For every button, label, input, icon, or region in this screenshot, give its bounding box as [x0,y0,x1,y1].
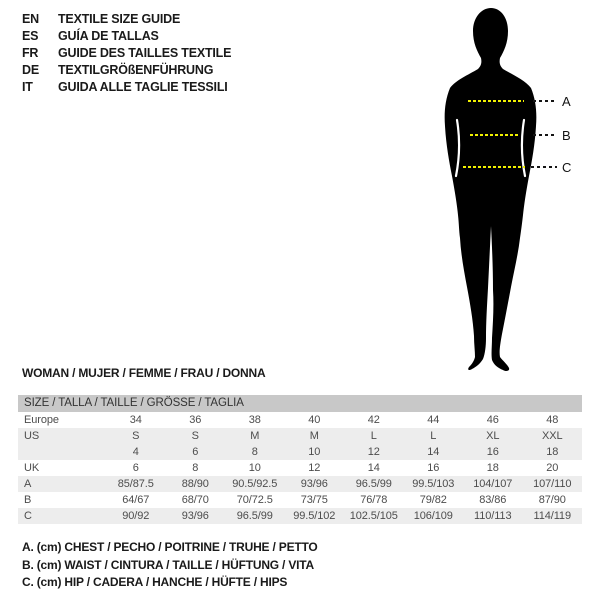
table-cell: 14 [367,462,380,474]
table-cell: 8 [251,446,258,458]
language-title: GUIDE DES TAILLES TEXTILE [58,46,232,60]
measurement-legend [22,539,318,592]
language-title: GUIDA ALLE TAGLIE TESSILI [58,80,228,94]
hip-leader-line [531,166,557,168]
table-row [18,508,582,524]
table-cell: 96.5/99 [355,478,392,490]
table-cell: 12 [308,462,321,474]
size-table-header: SIZE / TALLA / TAILLE / GRÖSSE / TAGLIA [18,395,582,412]
waist-measure-line [470,134,520,136]
table-cell: 104/107 [473,478,513,490]
size-table-body [18,412,582,524]
chest-measure-line [468,100,524,102]
table-cell: 85/87.5 [117,478,154,490]
table-cell: 20 [546,462,559,474]
row-label: A [24,478,32,490]
table-row [18,460,582,476]
table-row [18,428,582,444]
table-cell: 114/119 [533,510,571,522]
legend-line: C. (cm) HIP / CADERA / HANCHE / HÜFTE / HIPS [22,575,288,589]
language-title: TEXTILE SIZE GUIDE [58,12,181,26]
language-title: TEXTILGRÖßENFÜHRUNG [58,63,214,77]
row-label: US [24,430,40,442]
table-cell: S [132,430,140,442]
marker-label-waist: B [562,128,571,143]
language-title-list [22,11,231,96]
table-cell: 88/90 [181,478,209,490]
row-label: Europe [24,414,59,426]
table-cell: 38 [248,414,261,426]
table-cell: 99.5/102 [293,510,336,522]
waist-leader-line [533,134,557,136]
table-cell: 107/110 [533,478,572,490]
table-cell: 90.5/92.5 [232,478,278,490]
table-cell: 12 [367,446,380,458]
table-cell: 73/75 [300,494,328,506]
legend-line: B. (cm) WAIST / CINTURA / TAILLE / HÜFTUNG / VITA [22,557,314,572]
table-cell: M [250,430,260,442]
marker-label-hip: C [562,160,572,175]
language-row [22,28,231,45]
table-cell: 79/82 [419,494,447,506]
legend-line: A. (cm) CHEST / PECHO / POITRINE / TRUHE / PETTO [22,540,318,554]
table-cell: 93/96 [300,478,328,490]
table-cell: 14 [427,446,440,458]
table-cell: 48 [546,414,559,426]
table-cell: 34 [129,414,142,426]
table-cell: 93/96 [181,510,209,522]
language-row [22,79,231,96]
language-code: FR [22,46,39,60]
row-label [18,444,106,460]
table-cell: 42 [367,414,380,426]
table-cell: 110/113 [474,510,512,522]
size-table [18,395,582,524]
table-cell: M [309,430,319,442]
table-cell: 4 [132,446,139,458]
table-cell: 106/109 [413,510,453,522]
row-label: UK [24,462,40,474]
table-cell: 90/92 [122,510,150,522]
table-cell: 10 [308,446,321,458]
table-cell: L [430,430,437,442]
table-cell: 18 [486,462,499,474]
table-cell: 16 [486,446,499,458]
table-cell: 64/67 [122,494,150,506]
language-title: GUÍA DE TALLAS [58,29,159,43]
table-cell: S [191,430,199,442]
table-cell: 6 [192,446,199,458]
chest-leader-line [533,100,557,102]
table-cell: 10 [248,462,261,474]
language-code: EN [22,12,39,26]
table-cell: 16 [427,462,440,474]
language-code: ES [22,29,39,43]
table-cell: 102.5/105 [349,510,398,522]
table-cell: 36 [189,414,202,426]
language-row [22,62,231,79]
table-cell: 44 [427,414,440,426]
table-row [18,412,582,428]
table-cell: L [370,430,377,442]
table-cell: 83/86 [479,494,507,506]
woman-silhouette [420,2,580,377]
table-cell: 76/78 [360,494,388,506]
marker-label-chest: A [562,94,571,109]
table-row [18,492,582,508]
table-cell: 70/72.5 [236,494,273,506]
table-cell: 99.5/103 [412,478,455,490]
language-row [22,11,231,28]
table-row [18,444,582,460]
row-label: B [24,494,32,506]
language-row [22,45,231,62]
row-label: C [24,510,32,522]
table-cell: 96.5/99 [236,510,273,522]
table-cell: 8 [192,462,199,474]
section-title-woman: WOMAN / MUJER / FEMME / FRAU / DONNA [22,366,266,380]
language-code: DE [22,63,39,77]
table-cell: 46 [486,414,499,426]
table-cell: XXL [542,430,563,442]
table-cell: 18 [546,446,559,458]
woman-body-shape [445,8,537,371]
table-cell: XL [486,430,500,442]
table-cell: 68/70 [181,494,209,506]
table-row [18,476,582,492]
table-cell: 87/90 [538,494,566,506]
table-cell: 6 [132,462,139,474]
hip-measure-line [463,166,525,168]
table-cell: 40 [308,414,321,426]
language-code: IT [22,80,33,94]
